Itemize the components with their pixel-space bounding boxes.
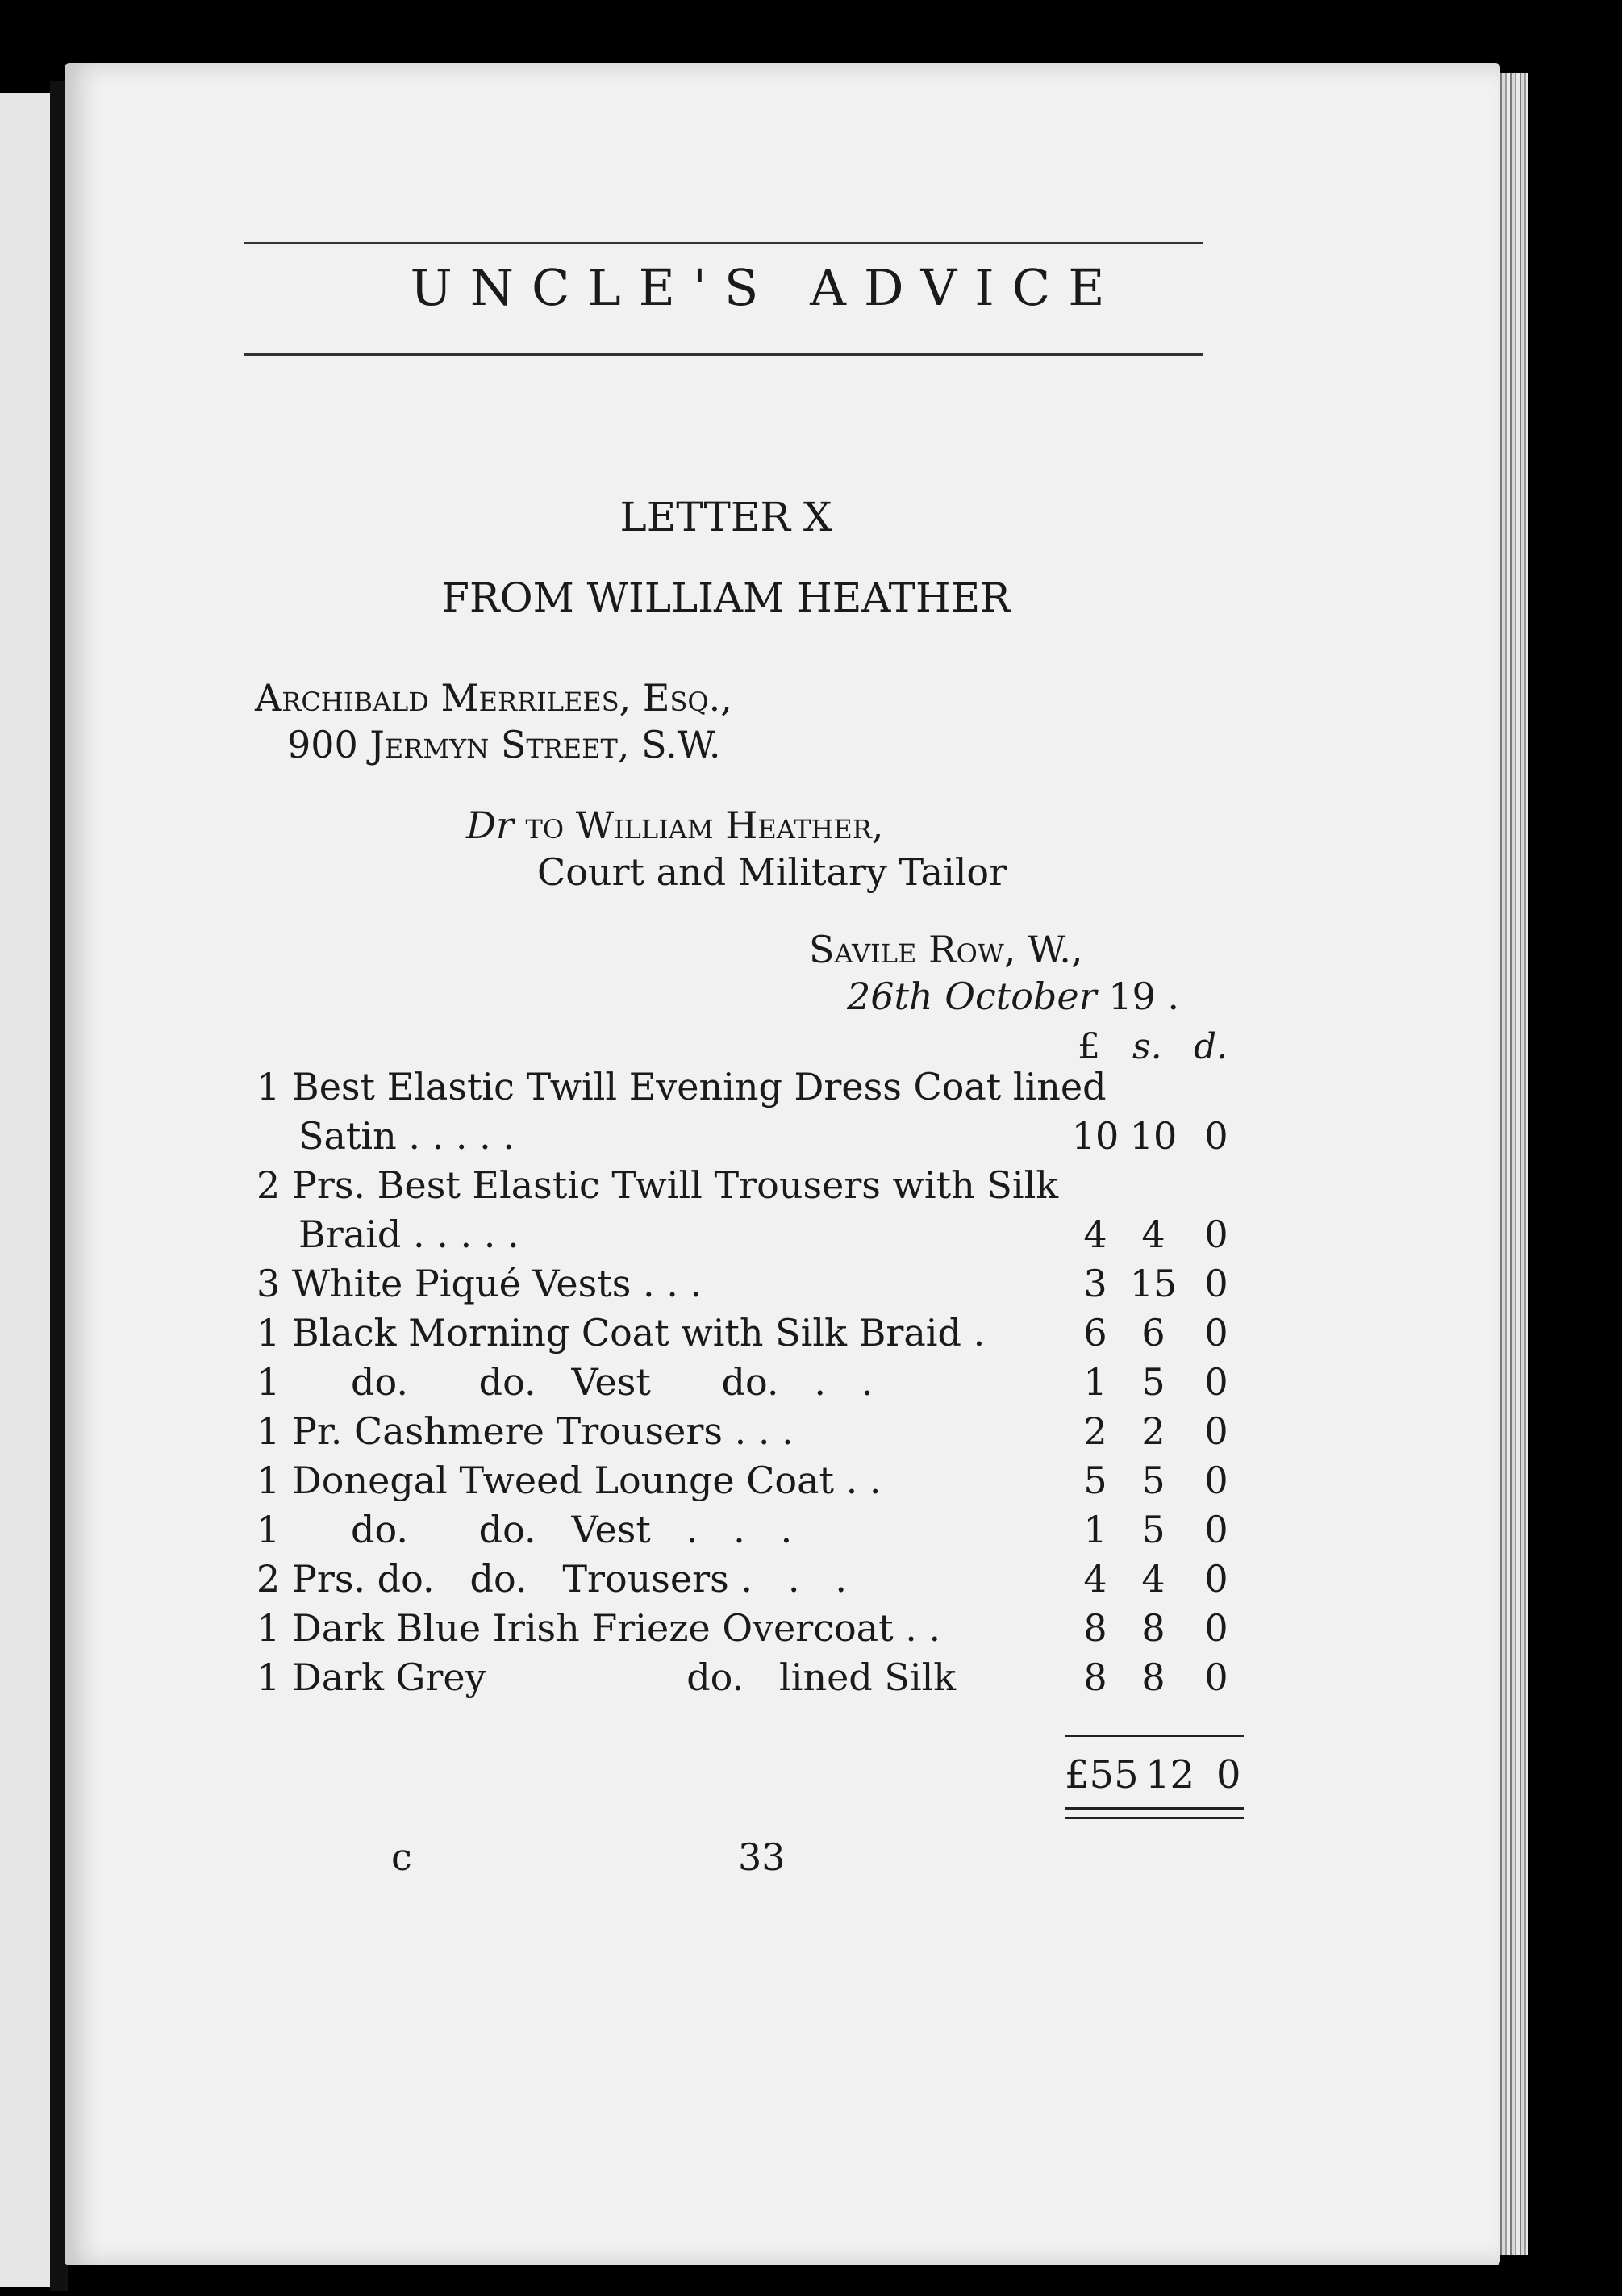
signature-mark: c — [391, 1835, 412, 1879]
item-pence: 0 — [1204, 1213, 1228, 1256]
creditor-name: to William Heather, — [525, 804, 884, 847]
item-pounds: 8 — [1083, 1606, 1107, 1650]
date-day-month: 26th October — [847, 975, 1097, 1018]
item-pence: 0 — [1204, 1508, 1228, 1551]
item-pence: 0 — [1204, 1606, 1228, 1650]
bill-item — [256, 1409, 1265, 1459]
item-pounds: 6 — [1083, 1311, 1107, 1355]
running-head: UNCLE'S ADVICE — [410, 258, 1123, 317]
page-number: 33 — [738, 1835, 786, 1879]
bill-item — [256, 1114, 1265, 1163]
item-description: 1 do. do. Vest . . . — [256, 1508, 793, 1551]
item-pounds: 4 — [1083, 1557, 1107, 1601]
item-description: 1 Dark Blue Irish Frieze Overcoat . . — [256, 1606, 941, 1650]
item-pence: 0 — [1204, 1655, 1228, 1699]
item-pounds: 3 — [1083, 1262, 1107, 1305]
item-pence: 0 — [1204, 1262, 1228, 1305]
total-pence: 0 — [1216, 1752, 1241, 1797]
date-line — [847, 975, 1179, 1018]
item-description: 2 Prs. do. do. Trousers . . . — [256, 1557, 847, 1601]
item-pence: 0 — [1204, 1311, 1228, 1355]
top-rule — [244, 242, 1203, 244]
total-double-rule — [1065, 1807, 1244, 1810]
item-shillings: 8 — [1141, 1655, 1165, 1699]
item-shillings: 2 — [1141, 1409, 1165, 1453]
bill-items — [256, 1065, 1265, 1705]
bill-item — [256, 1459, 1265, 1508]
pence-heading: d. — [1194, 1026, 1228, 1067]
item-shillings: 15 — [1129, 1262, 1178, 1305]
bill-item-line — [256, 1163, 1265, 1213]
bill-item — [256, 1655, 1265, 1705]
total-rule — [1065, 1735, 1244, 1737]
item-shillings: 6 — [1141, 1311, 1165, 1355]
item-description-cont: Braid . . . . . — [298, 1213, 519, 1256]
item-description: 1 Donegal Tweed Lounge Coat . . — [256, 1459, 882, 1502]
bill-item — [256, 1311, 1265, 1360]
item-pounds: 8 — [1083, 1655, 1107, 1699]
letter-from: FROM WILLIAM HEATHER — [441, 574, 1011, 621]
item-pounds: 4 — [1083, 1213, 1107, 1256]
addressee-address: 900 Jermyn Street, S.W. — [287, 723, 721, 766]
item-description: 1 Dark Grey do. lined Silk — [256, 1655, 957, 1699]
item-shillings: 5 — [1141, 1360, 1165, 1404]
creditor-line — [466, 804, 883, 847]
item-pence: 0 — [1204, 1114, 1228, 1158]
addressee-name: Archibald Merrilees, Esq., — [255, 676, 732, 720]
bill-item-line — [256, 1065, 1265, 1114]
item-description: 2 Prs. Best Elastic Twill Trousers with Silk — [256, 1163, 1059, 1207]
item-pence: 0 — [1204, 1459, 1228, 1502]
bill-item — [256, 1262, 1265, 1311]
date-year: 19 . — [1108, 975, 1179, 1018]
item-shillings: 4 — [1141, 1213, 1165, 1256]
item-description: 3 White Piqué Vests . . . — [256, 1262, 703, 1305]
item-shillings: 8 — [1141, 1606, 1165, 1650]
item-shillings: 4 — [1141, 1557, 1165, 1601]
bill-item — [256, 1213, 1265, 1262]
item-shillings: 5 — [1141, 1508, 1165, 1551]
total-shillings: 12 — [1145, 1752, 1195, 1797]
item-pounds: 2 — [1083, 1409, 1107, 1453]
item-pence: 0 — [1204, 1409, 1228, 1453]
item-pounds: 10 — [1071, 1114, 1120, 1158]
item-pounds: 1 — [1083, 1360, 1107, 1404]
bill-item — [256, 1606, 1265, 1655]
item-description: 1 Black Morning Coat with Silk Braid . — [256, 1311, 986, 1355]
total-pounds: £55 — [1065, 1752, 1139, 1797]
total-double-rule-2 — [1065, 1817, 1244, 1819]
bill-item — [256, 1557, 1265, 1606]
item-shillings: 10 — [1129, 1114, 1178, 1158]
item-description: 1 do. do. Vest do. . . — [256, 1360, 874, 1404]
item-pounds: 5 — [1083, 1459, 1107, 1502]
letter-number: LETTER X — [619, 494, 832, 541]
item-pence: 0 — [1204, 1557, 1228, 1601]
item-shillings: 5 — [1141, 1459, 1165, 1502]
shillings-heading: s. — [1132, 1026, 1162, 1067]
bottom-rule — [244, 353, 1203, 356]
pounds-heading: £ — [1078, 1026, 1100, 1067]
place: Savile Row, W., — [809, 928, 1083, 971]
bill-item — [256, 1508, 1265, 1557]
facing-page-edge — [0, 93, 52, 2287]
creditor-trade: Court and Military Tailor — [537, 850, 1007, 894]
item-description: 1 Pr. Cashmere Trousers . . . — [256, 1409, 794, 1453]
item-pence: 0 — [1204, 1360, 1228, 1404]
item-description-cont: Satin . . . . . — [298, 1114, 515, 1158]
item-description: 1 Best Elastic Twill Evening Dress Coat lined — [256, 1065, 1107, 1108]
debtor-prefix: Dr — [466, 804, 514, 847]
bill-item — [256, 1360, 1265, 1409]
item-pounds: 1 — [1083, 1508, 1107, 1551]
